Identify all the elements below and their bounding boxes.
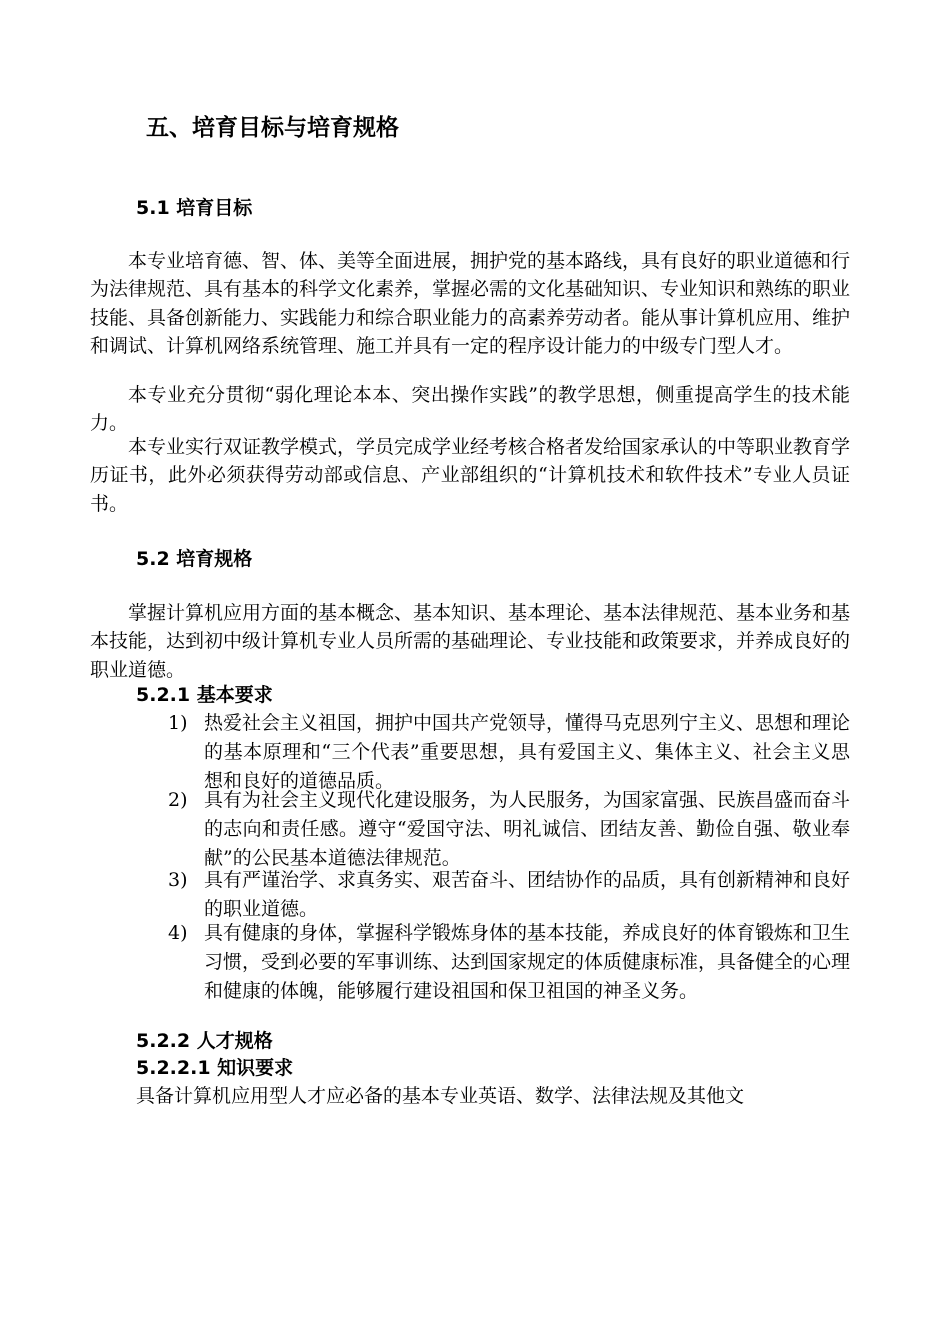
- requirement-item-2: [168, 786, 850, 873]
- heading-5-2-1: 5.2.1 基本要求: [136, 684, 273, 706]
- heading-5-1: 5.1 培育目标: [136, 197, 253, 219]
- requirement-item-4: [168, 919, 850, 1006]
- paragraph-5-1-certificate: 本专业实行双证教学模式，学员完成学业经考核合格者发给国家承认的中等职业教育学历证书，此外必须获得劳动部或信息、产业部组织的“计算机技术和软件技术”专业人员证书。: [90, 436, 851, 515]
- item-text: 具有健康的身体，掌握科学锻炼身体的基本技能，养成良好的体育锻炼和卫生习惯，受到必要的军事训练、达到国家规定的体质健康标准，具备健全的心理和健康的体魄，能够履行建设祖国和保卫祖国的神圣义务。: [204, 922, 851, 1002]
- item-number: 2): [168, 789, 188, 811]
- heading-5-2-2: 5.2.2 人才规格: [136, 1030, 273, 1052]
- item-number: 4): [168, 922, 188, 944]
- paragraph-5-1-goal: 本专业培育德、智、体、美等全面进展，拥护党的基本路线，具有良好的职业道德和行为法律规范、具有基本的科学文化素养，掌握必需的文化基础知识、专业知识和熟练的职业技能、具备创新能力、实践能力和综合职业能力的高素养劳动者。能从事计算机应用、维护和调试、计算机网络系统管理、施工并具有一定的程序设计能力的中级专门型人才。: [90, 250, 851, 358]
- requirement-item-1: [168, 709, 850, 796]
- item-number: 3): [168, 869, 188, 891]
- item-text: 热爱社会主义祖国，拥护中国共产党领导，懂得马克思列宁主义、思想和理论的基本原理和“三个代表”重要思想，具有爱国主义、集体主义、社会主义思想和良好的道德品质。: [204, 712, 851, 792]
- paragraph-5-1-teaching: 本专业充分贯彻“弱化理论本本、突出操作实践”的教学思想，侧重提高学生的技术能力。: [90, 384, 850, 435]
- item-number: 1): [168, 712, 188, 734]
- section-title: 五、培育目标与培育规格: [146, 115, 399, 141]
- item-text: 具有严谨治学、求真务实、艰苦奋斗、团结协作的品质，具有创新精神和良好的职业道德。: [204, 869, 851, 920]
- heading-5-2: 5.2 培育规格: [136, 548, 253, 570]
- paragraph-knowledge-requirements: 具备计算机应用型人才应必备的基本专业英语、数学、法律法规及其他文: [136, 1085, 745, 1107]
- item-text: 具有为社会主义现代化建设服务，为人民服务，为国家富强、民族昌盛而奋斗的志向和责任感。遵守“爱国守法、明礼诚信、团结友善、勤俭自强、敬业奉献”的公民基本道德法律规范。: [204, 789, 851, 869]
- requirement-item-3: [168, 866, 850, 924]
- paragraph-5-2-intro: 掌握计算机应用方面的基本概念、基本知识、基本理论、基本法律规范、基本业务和基本技能，达到初中级计算机专业人员所需的基础理论、专业技能和政策要求，并养成良好的职业道德。: [90, 602, 851, 681]
- heading-5-2-2-1: 5.2.2.1 知识要求: [136, 1057, 294, 1079]
